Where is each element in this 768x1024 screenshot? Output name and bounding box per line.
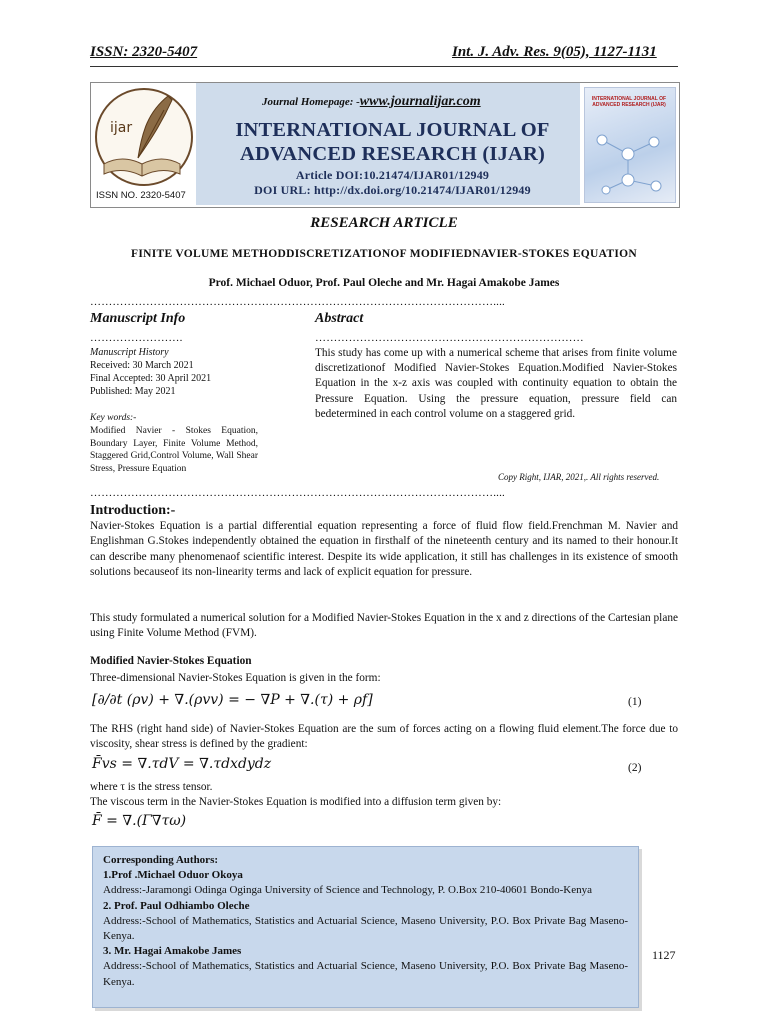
header-rule <box>90 66 678 67</box>
intro-paragraph-4: The RHS (right hand side) of Navier-Stokes Equation are the sum of forces acting on a flowing fluid element.The force due to viscosity, shear stress is defined by the gradient: <box>90 723 678 751</box>
section-subheading: Modified Navier-Stokes Equation <box>90 655 252 667</box>
cover-title: INTERNATIONAL JOURNAL OF ADVANCED RESEARCH (IJAR) <box>591 96 667 108</box>
logo-text: ijar <box>110 120 133 136</box>
keywords <box>90 412 258 476</box>
article-type: RESEARCH ARTICLE <box>310 215 458 231</box>
equation-3: F̄ = ∇.(Γ∇τω) <box>92 813 187 829</box>
equation-1: [∂/∂t (ρv) + ∇.(ρvv) = − ∇P + ∇.(τ) + ρf] <box>92 692 373 708</box>
doi-url <box>220 183 565 198</box>
equation-2: F̄vs = ∇.τdV = ∇.τdxdydz <box>92 756 272 772</box>
journal-title-line1: INTERNATIONAL JOURNAL OF <box>235 119 550 141</box>
paper-title: FINITE VOLUME METHODDISCRETIZATIONOF MODIFIEDNAVIER-STOKES EQUATION <box>131 248 637 260</box>
separator-dots-2: ……………………………………………………………………………………………….... <box>90 487 505 499</box>
manuscript-dots: ……………………. <box>90 332 183 344</box>
keywords-label: Key words:- <box>90 413 137 423</box>
journal-homepage <box>262 94 481 110</box>
author-2-address: Address:-School of Mathematics, Statistics and Actuarial Science, Maseno University, P.O. Box Private Bag Maseno- Kenya. <box>103 914 628 943</box>
corresponding-heading: Corresponding Authors: <box>103 854 219 866</box>
journal-title <box>220 118 565 198</box>
author-2-name: 2. Prof. Paul Odhiambo Oleche <box>103 899 250 912</box>
accepted-date: Final Accepted: 30 April 2021 <box>90 373 212 384</box>
corresponding-authors-box <box>92 846 639 1008</box>
manuscript-history <box>90 346 260 398</box>
keywords-list: Modified Navier - Stokes Equation, Boundary Layer, Finite Volume Method, Staggered Grid,Control Volume, Wall Shear Stress, Pressure Equation <box>90 425 258 475</box>
page-number: 1127 <box>652 948 676 962</box>
intro-paragraph-5: where τ is the stress tensor. <box>90 781 213 793</box>
received-date: Received: 30 March 2021 <box>90 360 194 371</box>
logo-issn: ISSN NO. 2320-5407 <box>96 190 186 201</box>
abstract-text: This study has come up with a numerical scheme that arises from finite volume discretizationof Modified Navier-Stokes Equation.Modified Navier-Stokes Equation in the x-z axis was coupled with continuity equation to obtain the Pressure Equation. Using the pressure equation, pressure field can bedetermined in each control volume on a staggered grid. <box>315 347 677 420</box>
intro-paragraph-6: The viscous term in the Navier-Stokes Equation is modified into a diffusion term given by: <box>90 796 502 808</box>
molecule-icon <box>588 120 672 198</box>
homepage-label: Journal Homepage: - <box>262 96 360 108</box>
manuscript-info-heading: Manuscript Info <box>90 311 186 326</box>
doi-value: 10.21474/IJAR01/12949 <box>363 168 490 182</box>
author-1-address: Address:-Jaramongi Odinga Oginga University of Science and Technology, P. O.Box 210-40601 Bondo-Kenya <box>103 884 592 897</box>
copyright: Copy Right, IJAR, 2021,. All rights reserved. <box>498 472 660 482</box>
history-label: Manuscript History <box>90 347 169 358</box>
separator-dots: ……………………………………………………………………………………………….... <box>90 296 505 308</box>
citation-header: Int. J. Adv. Res. 9(05), 1127-1131 <box>452 44 657 60</box>
abstract-heading: Abstract <box>315 311 364 326</box>
book-icon <box>100 150 184 180</box>
journal-title-line2: ADVANCED RESEARCH (IJAR) <box>239 143 546 165</box>
homepage-link[interactable]: www.journalijar.com <box>359 94 481 109</box>
article-doi <box>220 168 565 183</box>
issn-header: ISSN: 2320-5407 <box>90 44 198 60</box>
equation-2-number: (2) <box>628 762 642 774</box>
introduction-heading: Introduction:- <box>90 503 176 518</box>
abstract-dots: ……………………………………………………………… <box>315 332 584 344</box>
intro-paragraph-2: This study formulated a numerical solution for a Modified Navier-Stokes Equation in the x and z directions of the Cartesian plane using Finite Volume Method (FVM). <box>90 612 678 640</box>
equation-1-number: (1) <box>628 696 642 708</box>
doi-url-label: DOI URL: <box>254 183 311 197</box>
author-3-address: Address:-School of Mathematics, Statistics and Actuarial Science, Maseno University, P.O. Box Private Bag Maseno- Kenya. <box>103 960 628 988</box>
author-3-name: 3. Mr. Hagai Amakobe James <box>103 945 242 958</box>
doi-label: Article DOI: <box>295 168 364 182</box>
author-list: Prof. Michael Oduor, Prof. Paul Oleche and Mr. Hagai Amakobe James <box>208 277 560 289</box>
intro-paragraph-3: Three-dimensional Navier-Stokes Equation is given in the form: <box>90 672 381 684</box>
published-date: Published: May 2021 <box>90 386 176 397</box>
author-1-name: 1.Prof .Michael Oduor Okoya <box>103 869 243 882</box>
intro-paragraph-1: Navier-Stokes Equation is a partial differential equation representing a force of fluid flow field.Frenchman M. Navier and Englishman G.Stokes independently obtained the equation in firsthalf of the nineteenth century and its named to their honour.It can describe many phenomenaof scientific interest. Despite its wide application, it still has challenges in its existence of smooth solutions becauseof its non-linearity terms and lack of explicit equation for pressure. <box>90 520 678 578</box>
doi-url-link[interactable]: http://dx.doi.org/10.21474/IJAR01/12949 <box>313 183 531 197</box>
